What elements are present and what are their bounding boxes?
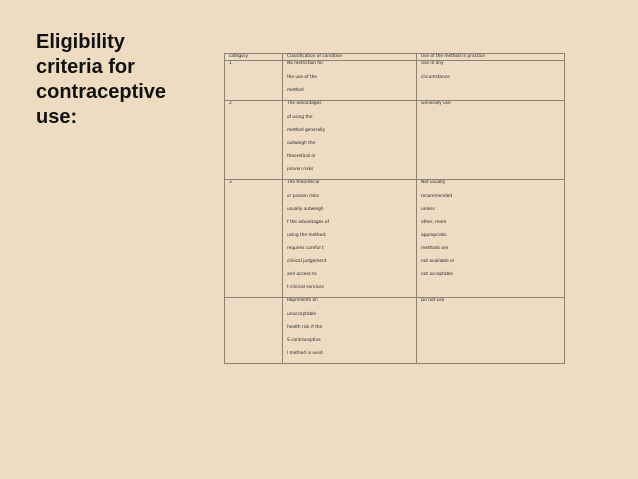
use-line: other, more (421, 220, 447, 225)
classification-line: the use of the (287, 75, 317, 80)
classification-line: outweigh the (287, 141, 316, 146)
classification-line: The theoretical (287, 180, 320, 185)
use-line: circumstance (421, 75, 450, 80)
title-line: criteria for (36, 56, 135, 78)
use-line: appropriate, (421, 233, 448, 238)
classification-line: unacceptable (287, 312, 317, 317)
category-value (229, 298, 278, 311)
use-line: not available or (421, 259, 455, 264)
classification-line: S contraceptive (287, 338, 321, 343)
classification-line: theoretical or (287, 154, 316, 159)
category-cell (225, 61, 283, 101)
table-row (225, 101, 565, 180)
classification-cell (283, 298, 417, 364)
title-line: contraceptive (36, 81, 167, 103)
header-use: Use of the method in practice (417, 54, 565, 61)
slide-title (36, 30, 206, 130)
table-header-row (225, 54, 565, 61)
use-cell (417, 61, 565, 101)
classification-cell (283, 101, 417, 180)
classification-line: health risk if the (287, 325, 323, 330)
table-row (225, 61, 565, 101)
classification-line: method generally (287, 128, 326, 133)
classification-line: usually outweigh (287, 207, 324, 212)
header-category: category (225, 54, 283, 61)
classification-cell (283, 61, 417, 101)
eligibility-criteria-table (224, 53, 565, 364)
use-line: not acceptable (421, 272, 454, 277)
classification-line: clinical judgement (287, 259, 327, 264)
table-row (225, 180, 565, 298)
classification-line: The advantages (287, 101, 322, 106)
classification-line: Represents an (287, 298, 318, 303)
classification-line: using the method; (287, 233, 327, 238)
classification-line: proven risks (287, 167, 314, 172)
classification-line: requires careful t (287, 246, 324, 251)
classification-line: or proven risks (287, 194, 319, 199)
classification-line: No restriction for (287, 61, 324, 66)
use-line: Use in any (421, 61, 444, 66)
classification-line: of using the (287, 115, 313, 120)
header-classification: Classification of condition (283, 54, 417, 61)
title-line: Eligibility (36, 31, 125, 53)
classification-line: method (287, 88, 304, 93)
title-line: use: (36, 106, 78, 128)
use-line: Do not use (421, 298, 445, 303)
table-row (225, 298, 565, 364)
category-cell (225, 298, 283, 364)
category-value: 1 (229, 61, 232, 66)
use-cell (417, 180, 565, 298)
use-line: unless (421, 207, 435, 212)
category-cell (225, 180, 283, 298)
use-line: Generally use (421, 101, 451, 106)
classification-line: and access to (287, 272, 317, 277)
classification-line: t clinical services (287, 285, 324, 290)
use-cell (417, 298, 565, 364)
use-line: recommended (421, 194, 453, 199)
use-line: methods are (421, 246, 449, 251)
classification-line: f the advantages of (287, 220, 329, 225)
use-cell (417, 101, 565, 180)
use-line: Not usually (421, 180, 446, 185)
category-value: 2 (229, 101, 232, 106)
category-cell (225, 101, 283, 180)
classification-cell (283, 180, 417, 298)
classification-line: l method is used (287, 351, 323, 356)
category-value: 3 (229, 180, 232, 185)
